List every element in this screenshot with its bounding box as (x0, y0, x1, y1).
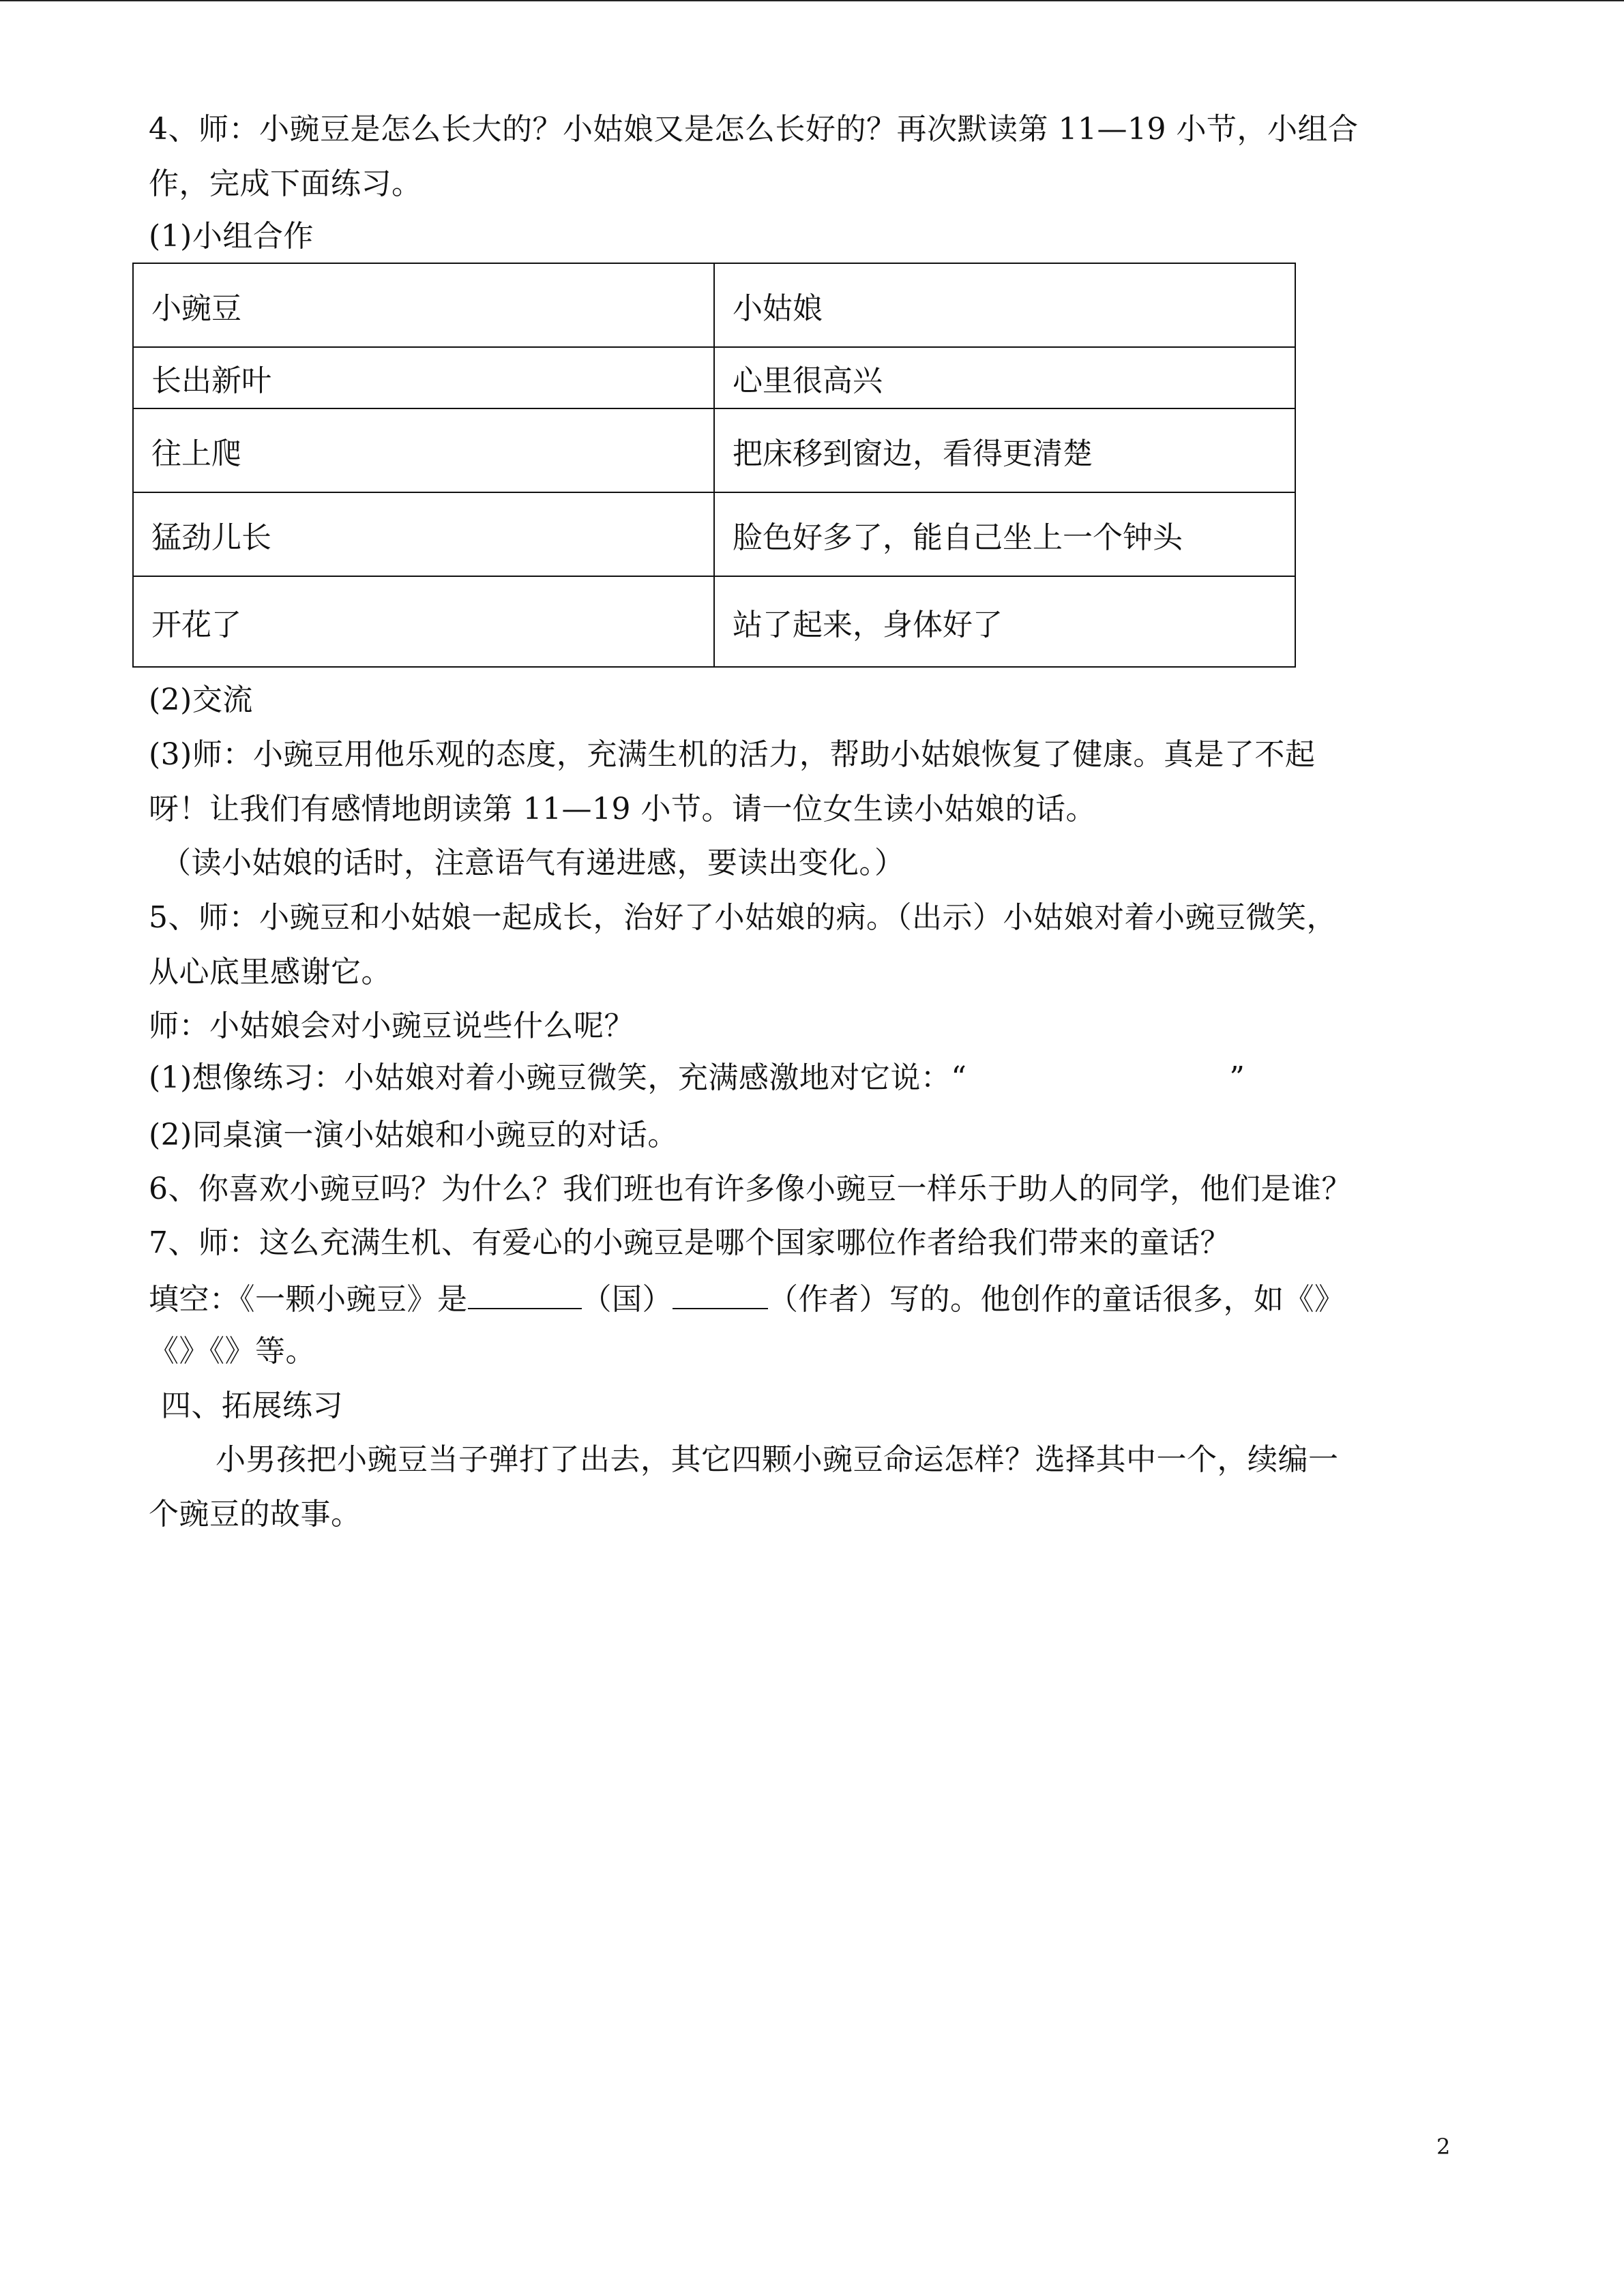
table-row (133, 492, 1295, 576)
question-5-line-2: 从心底里感谢它。 (149, 955, 392, 989)
question-6: 6、你喜欢小豌豆吗？为什么？我们班也有许多像小豌豆一样乐于助人的同学，他们是谁？ (149, 1172, 1352, 1206)
fill-in-text-3: （作者）写的。他创作的童话很多，如《》 (768, 1282, 1345, 1317)
author-blank (673, 1278, 768, 1309)
fill-in-text-1: 填空：《一颗小豌豆》是 (149, 1282, 468, 1317)
fill-in-blank-line-2: 《》《》等。 (149, 1334, 316, 1369)
imagine-exercise-text: (1)想像练习：小姑娘对着小豌豆微笑，充满感激地对它说：“ (149, 1060, 967, 1095)
page-number: 2 (1436, 2134, 1451, 2160)
imagine-exercise (149, 1059, 1245, 1097)
roleplay-instruction: (2)同桌演一演小姑娘和小豌豆的对话。 (149, 1118, 678, 1152)
table-cell: 站了起来，身体好了 (714, 576, 1295, 667)
question-4-line-1: 4、师：小豌豆是怎么长大的？小姑娘又是怎么长好的？再次默读第 11—19 小节，小组合 (149, 112, 1359, 147)
table-row (133, 576, 1295, 667)
question-5-line-1: 5、师：小豌豆和小姑娘一起成长，治好了小姑娘的病。（出示）小姑娘对着小豌豆微笑， (149, 900, 1337, 935)
teacher-question: 师：小姑娘会对小豌豆说些什么呢？ (149, 1009, 634, 1043)
top-border-line (0, 0, 1624, 1)
table-cell: 长出新叶 (133, 347, 714, 408)
table-row (133, 347, 1295, 408)
reading-note: （读小姑娘的话时，注意语气有递进感，要读出变化。） (161, 846, 905, 880)
table-header-cell: 小豌豆 (133, 263, 714, 347)
section-4-heading: 四、拓展练习 (161, 1388, 343, 1423)
extension-line-1: 小男孩把小豌豆当子弹打了出去，其它四颗小豌豆命运怎样？选择其中一个，续编一 (216, 1442, 1339, 1477)
question-4-line-2: 作，完成下面练习。 (149, 166, 422, 201)
exchange-heading: (2)交流 (149, 683, 253, 717)
teacher-remark-3-line-1: (3)师：小豌豆用他乐观的态度，充满生机的活力，帮助小姑娘恢复了健康。真是了不起 (149, 737, 1316, 772)
closing-quote: ” (1229, 1060, 1245, 1095)
fill-in-text-2: （国） (581, 1282, 673, 1317)
fill-in-blank-line (149, 1278, 1345, 1319)
table-cell: 心里很高兴 (714, 347, 1295, 408)
country-blank (468, 1278, 582, 1309)
extension-line-2: 个豌豆的故事。 (149, 1497, 361, 1532)
growth-comparison-table (132, 263, 1296, 668)
table-row (133, 408, 1295, 492)
table-cell: 把床移到窗边，看得更清楚 (714, 408, 1295, 492)
teacher-remark-3-line-2: 呀！让我们有感情地朗读第 11—19 小节。请一位女生读小姑娘的话。 (149, 792, 1096, 826)
question-7: 7、师：这么充满生机、有爱心的小豌豆是哪个国家哪位作者给我们带来的童话？ (149, 1225, 1230, 1260)
group-work-heading: (1)小组合作 (149, 219, 314, 254)
table-cell: 脸色好多了，能自己坐上一个钟头 (714, 492, 1295, 576)
table-cell: 开花了 (133, 576, 714, 667)
table-header-row (133, 263, 1295, 347)
table-cell: 猛劲儿长 (133, 492, 714, 576)
table-header-cell: 小姑娘 (714, 263, 1295, 347)
table-cell: 往上爬 (133, 408, 714, 492)
